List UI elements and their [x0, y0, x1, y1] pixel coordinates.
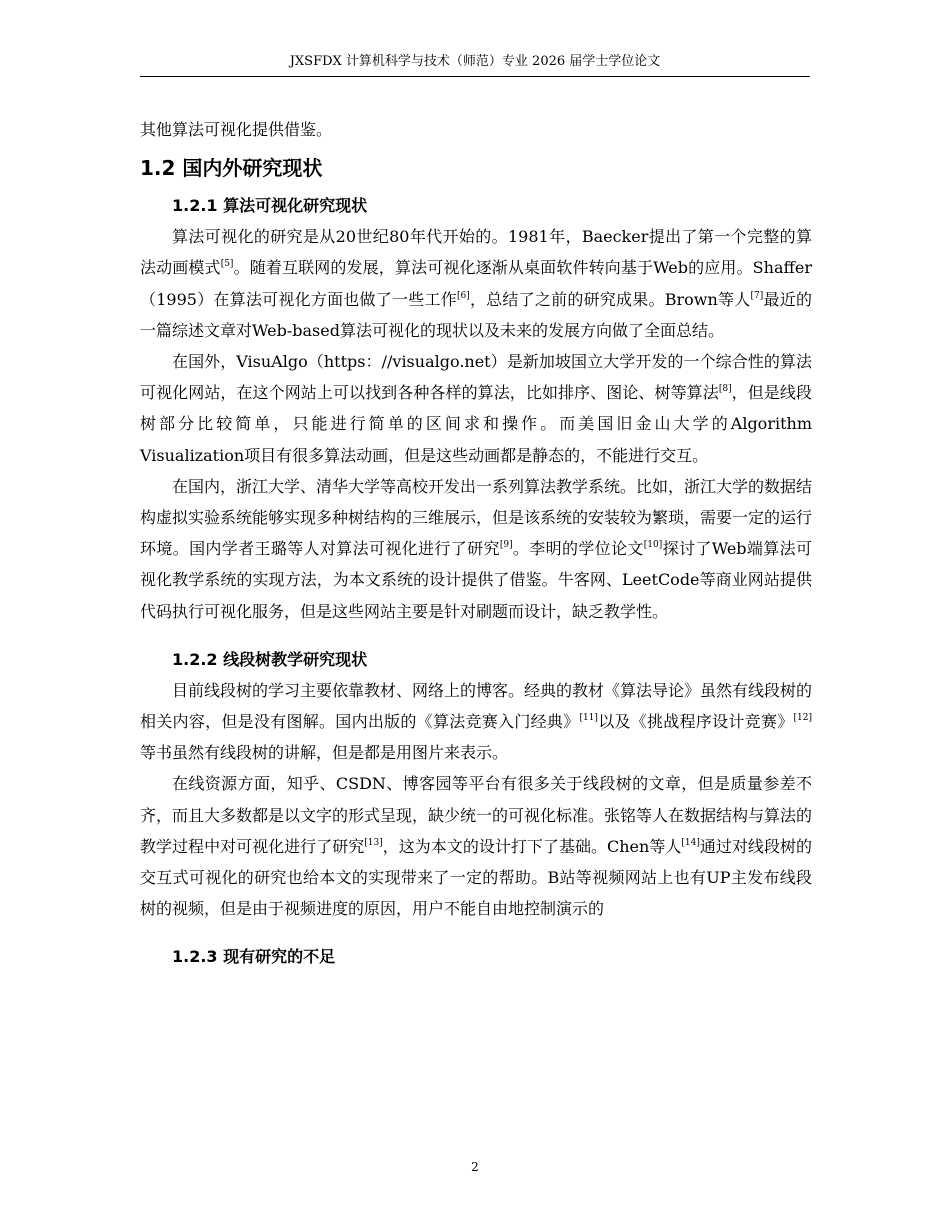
paragraph [140, 346, 812, 471]
text-run: 。李明的学位论文 [512, 539, 644, 559]
text-run: 通过对线段树的交互式可视化的研究也给本文的实现带来了一定的帮助。B站等视频网站上也有UP主发布线段树的视频，但是由于视频进度的原因，用户不能自由地控制演示的 [140, 836, 812, 919]
running-header: JXSFDX 计算机科学与技术（师范）专业 2026 届学士学位论文 [289, 54, 661, 69]
text-run: 等书虽然有线段树的讲解，但是都是用图片来表示。 [140, 743, 509, 763]
text-run: ，但是线段树部分比较简单，只能进行简单的区间求和操作。而美国旧金山大学的Algorithm Visualization项目有很多算法动画，但是这些动画都是静态的，不能进行交互。 [140, 383, 812, 465]
text-run: ，这为本文的设计打下了基础。Chen等人 [382, 836, 682, 856]
citation: [7] [750, 290, 764, 301]
citation: [8] [718, 384, 732, 395]
citation: [13] [364, 837, 383, 848]
text-run: 以及《挑战程序设计竞赛》 [597, 712, 794, 732]
subsection-heading-2: 1.2.2 线段树教学研究现状 [172, 649, 368, 669]
text-run: ，总结了之前的研究成果。Brown等人 [469, 289, 751, 309]
section-heading: 1.2 国内外研究现状 [140, 156, 323, 181]
paragraph [140, 221, 812, 346]
text-run: 在线资源方面，知乎、CSDN、博客园等平台有很多关于线段树的文章，但是质量参差不齐，而且大多数都是以文字的形式呈现，缺少统一的可视化标准。张铭等人在数据结构与算法的教学过程中对可视化进行了研究 [140, 774, 813, 856]
citation: [12] [793, 713, 812, 724]
paragraph [140, 675, 812, 769]
lead-line: 其他算法可视化提供借鉴。 [140, 120, 333, 139]
text-run: 最近的一篇综述文章对Web-based算法可视化的现状以及未来的发展方向做了全面总结。 [140, 289, 812, 340]
subsection-heading-3: 1.2.3 现有研究的不足 [172, 947, 336, 967]
citation: [14] [681, 837, 700, 848]
header-rule [140, 76, 810, 77]
citation: [10] [643, 540, 663, 551]
text-run: 目前线段树的学习主要依靠教材、网络上的博客。经典的教材《算法导论》虽然有线段树的相关内容，但是没有图解。国内出版的《算法竞赛入门经典》 [140, 680, 813, 732]
citation: [6] [456, 290, 470, 301]
text-run: 。随着互联网的发展，算法可视化逐渐从桌面软件转向基于Web的应用。Shaffer（1995）在算法可视化方面也做了一些工作 [140, 258, 812, 309]
subsection-heading-1: 1.2.1 算法可视化研究现状 [172, 196, 368, 216]
page-body [140, 114, 812, 972]
text-run: 算法可视化的研究是从20世纪80年代开始的。1981年，Baecker提出了第一个完整的算法动画模式 [140, 227, 812, 278]
paragraph [140, 768, 812, 924]
text-run: 探讨了Web端算法可视化教学系统的实现方法，为本文系统的设计提供了借鉴。牛客网、LeetCode等商业网站提供代码执行可视化服务，但是这些网站主要是针对刷题而设计，缺乏教学性。 [140, 539, 812, 621]
citation: [5] [220, 259, 234, 270]
page-number: 2 [471, 1160, 479, 1174]
paragraph [140, 471, 812, 627]
text-run: 在国外，VisuAlgo（https：//visualgo.net）是新加坡国立大学开发的一个综合性的算法可视化网站，在这个网站上可以找到各种各样的算法，比如排序、图论、树等算法 [140, 352, 812, 403]
text-run: 在国内，浙江大学、清华大学等高校开发出一系列算法教学系统。比如，浙江大学的数据结构虚拟实验系统能够实现多种树结构的三维展示，但是该系统的安装较为繁琐，需要一定的运行环境。国内学者王璐等人对算法可视化进行了研究 [140, 476, 813, 559]
citation: [9] [499, 540, 513, 551]
citation: [11] [579, 713, 598, 724]
